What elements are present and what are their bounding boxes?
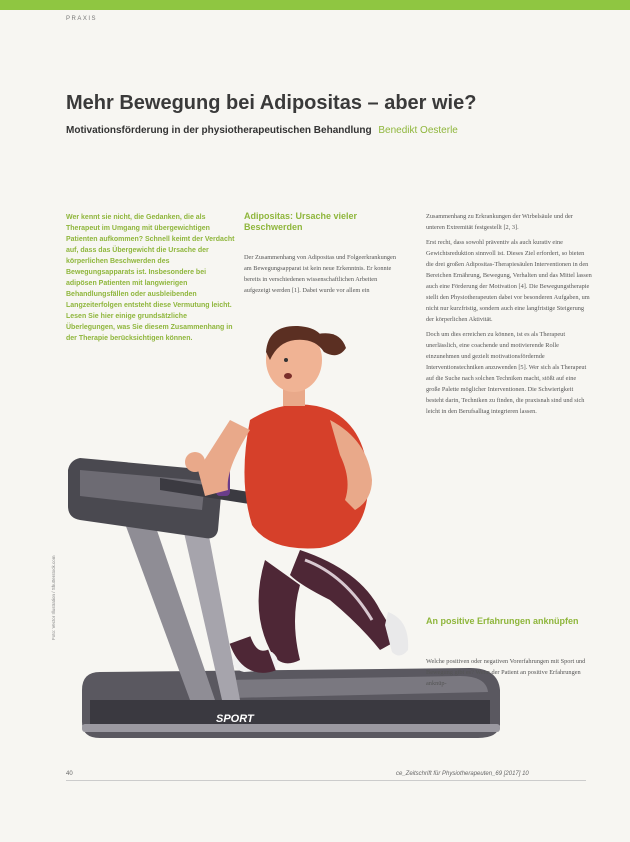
col3-paragraph-2: Erst recht, dass sowohl präventiv als auch kurativ eine Gewichtsreduktion sinnvoll ist. Dieses Ziel erfordert, so bieten die drei großen Adipositas-Therapiesäulen Interventionen in den Bereichen Ernährung, Bewegung, Verhalten und das Mittel lassen auch eine Förderung der Motivation [4]. Die Bewegungstherapie stellt den Physiotherapeuten dabei vor besonderen Aufgaben, um nicht nur kurzfristig, sondern auch eine langfristige Steigerung der körperlichen Aktivität. (426, 239, 592, 323)
author-name: Benedikt Oesterle (378, 125, 458, 136)
col2-heading: Adipositas: Ursache vieler Beschwerden (244, 211, 358, 232)
runner-ponytail (318, 333, 346, 355)
runner-front-shoe (385, 612, 408, 656)
col2-text (244, 252, 404, 300)
journal-reference: ce_Zeitschrift für Physiotherapeuten_69 [2017] 10 (396, 771, 529, 777)
subtitle-text: Motivationsförderung in der physiotherapeutischen Behandlung (66, 125, 372, 136)
photo-credit: Foto: Vector Illustration / Shutterstock.com (51, 555, 56, 640)
col3-paragraph-4: Welche positiven oder negativen Vorerfahrungen mit Sport und Bewegung gibt es? Wenn der Patient an positive Erfahrungen anknüp- (426, 658, 586, 687)
treadmill-brand-label: SPORT (216, 713, 254, 725)
runner-left-arm (198, 420, 250, 496)
col3-text-bottom (426, 656, 592, 693)
footer-divider (66, 780, 586, 781)
section-label: PRAXIS (66, 16, 98, 22)
col3-heading: An positive Erfahrungen anknüpfen (426, 616, 579, 626)
treadmill-edge (82, 724, 500, 732)
runner-front-leg (290, 550, 398, 650)
article-title: Mehr Bewegung bei Adipositas – aber wie? (66, 92, 477, 114)
col3-paragraph-3: Doch um dies erreichen zu können, ist es als Therapeut unerlässlich, eine coachende und motivierende Rolle einzunehmen und gezielt motivationsfördernde Interventionstechniken anzuwenden [5]. Wer sich als Therapeut auf die Suche nach solchen Techniken macht, stößt auf eine große Palette möglicher Interventionen. Die Schwierigkeit besteht darin, Techniken zu finden, die praxisnah sind und sich leicht in den Berufsalltag integrieren lassen. (426, 331, 587, 415)
col3-paragraph-1: Zusammenhang zu Erkrankungen der Wirbelsäule und der unteren Extremität festgestellt [2, 3]. (426, 213, 573, 231)
article-lead: Wer kennt sie nicht, die Gedanken, die als Therapeut im Umgang mit übergewichtigen Patienten aufkommen? Schnell keimt der Verdacht auf, dass das Übergewicht die Ursache der körperlichen Beschwerden des Bewegungsapparats ist. Insbesondere bei adipösen Patienten mit langwierigen Behandlungsfällen oder ausbleibenden Langzeiterfolgen entsteht diese Vermutung leicht. Lesen Sie hier einige grundsätzliche Überlegungen, was Sie diesem Zusammenhang in der Therapie berücksichtigen können. (66, 214, 235, 342)
runner-mouth (284, 373, 292, 379)
runner-left-hand (185, 452, 205, 472)
col3-text (426, 211, 592, 421)
page-number: 40 (66, 771, 73, 777)
col2-paragraph: Der Zusammenhang von Adipositas und Folgeerkrankungen am Bewegungsapparat ist kein neue Erkenntnis. Er konnte bereits in verschiedenen wissenschaftlichen Arbeiten aufgezeigt werden [1]. Dabei wurde vor allem ein (244, 254, 396, 294)
runner-eye (284, 358, 288, 362)
